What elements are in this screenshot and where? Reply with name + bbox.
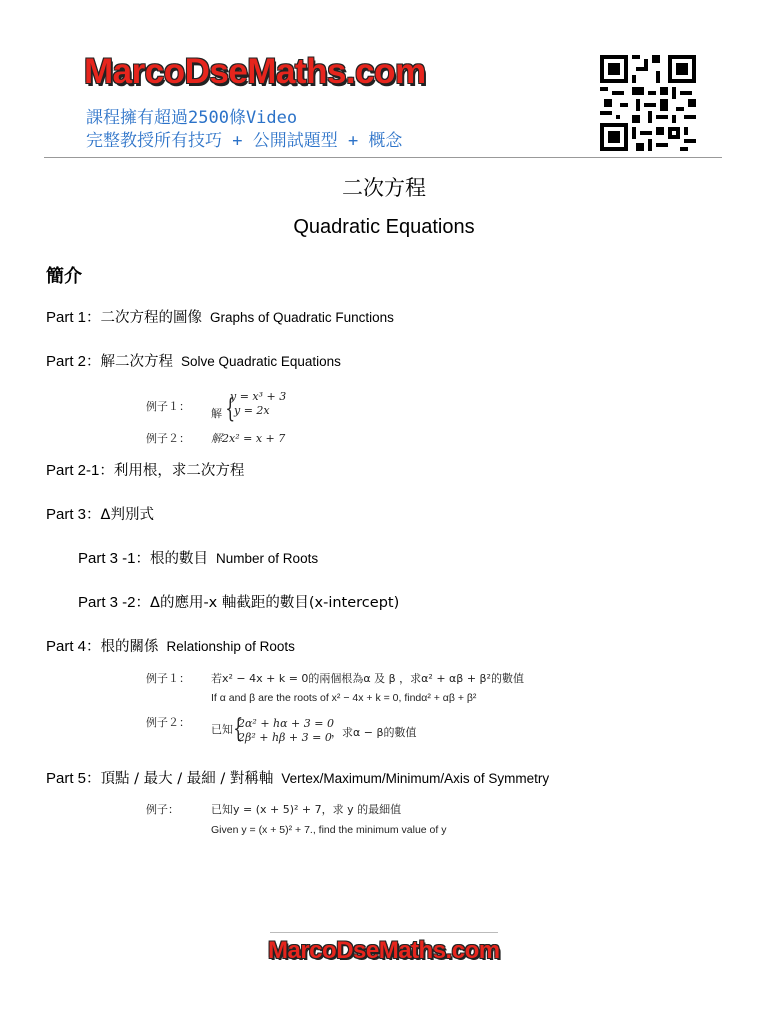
part-3-1-zh: ：根的數目 [135,551,209,567]
root-eq-alpha: 2α² + hα + 3 = 0 [238,717,334,730]
example-2-tail: ，求α − β的數值 [331,726,417,739]
part-1-label: Part 1 [46,309,87,326]
system-eq-2: y = 2x [234,404,270,417]
part-2-1-zh: ：利用根，求二次方程 [99,463,245,479]
part-5-example-zh: 已知y = (x + 5)² + 7，求 y 的最細值 [211,803,402,816]
part-2-1-label: Part 2-1 [46,462,100,479]
part-4-zh: ：根的關係 [86,639,159,655]
part-3-zh: ：Δ判別式 [86,507,154,523]
example-2-given: 已知 [211,723,233,736]
part-5-label: Part 5 [46,770,87,787]
part-4-example-1-en: If α and β are the roots of x² − 4x + k = 0, findα² + αβ + β² [211,692,477,704]
part-5-example-label: 例子： [146,803,179,816]
root-eq-beta: 2β² + hβ + 3 = 0 [238,731,332,744]
left-brace-icon: { [225,394,236,424]
tagline-line-1: 課程擁有超過2500條Video [86,108,298,128]
part-2-en: Solve Quadratic Equations [181,354,341,369]
part-2-zh: ：解二次方程 [86,354,174,370]
part-4-example-1-label: 例子１： [146,672,190,685]
part-3-2-label: Part 3 -2 [78,594,136,611]
part-5-example-en: Given y = (x + 5)² + 7., find the minimum value of y [211,824,447,836]
part-2-example-2-label: 例子２： [146,432,190,445]
site-logo[interactable]: MarcoDseMaths.com [84,52,426,91]
part-5-zh: ：頂點 / 最大 / 最細 / 對稱軸 [86,771,274,787]
section-intro-heading: 簡介 [46,266,82,287]
part-4-en: Relationship of Roots [166,639,295,654]
footer-divider [270,932,498,933]
part-2-example-2: 解2x² = x + 7 [211,432,286,445]
part-4-example-2-label: 例子２： [146,716,190,729]
part-3-label: Part 3 [46,506,87,523]
system-eq-1: y = x³ + 3 [230,390,287,403]
part-4-example-1-zh: 若x² − 4x + k = 0的兩個根為α 及 β ，求α² + αβ + β²的數值 [211,672,524,685]
part-3-2-zh: ：Δ的應用-x 軸截距的數目(x-intercept) [135,595,400,611]
left-brace-icon-2: { [233,714,244,744]
part-3-1-en: Number of Roots [216,551,319,566]
part-5 [46,767,549,788]
part-3 [46,503,154,524]
part-1 [46,306,394,327]
part-2-label: Part 2 [46,353,87,370]
header-divider [44,157,722,158]
page-title-en: Quadratic Equations [293,216,475,238]
example-1-solve: 解 [211,407,222,420]
footer-logo[interactable]: MarcoDseMaths.com [268,937,500,964]
part-3-2 [78,591,399,612]
part-1-en: Graphs of Quadratic Functions [210,310,394,325]
tagline-line-2: 完整教授所有技巧 + 公開試題型 + 概念 [86,131,403,151]
qr-code-icon[interactable] [600,55,696,151]
part-3-1-label: Part 3 -1 [78,550,136,567]
part-4-label: Part 4 [46,638,87,655]
page-title-zh: 二次方程 [342,176,426,200]
part-2 [46,350,341,371]
part-3-1 [78,547,318,568]
part-2-example-1-label: 例子１： [146,400,190,413]
part-2-1 [46,459,244,480]
part-1-zh: ：二次方程的圖像 [86,310,203,326]
part-5-en: Vertex/Maximum/Minimum/Axis of Symmetry [281,771,550,786]
part-4 [46,635,295,656]
